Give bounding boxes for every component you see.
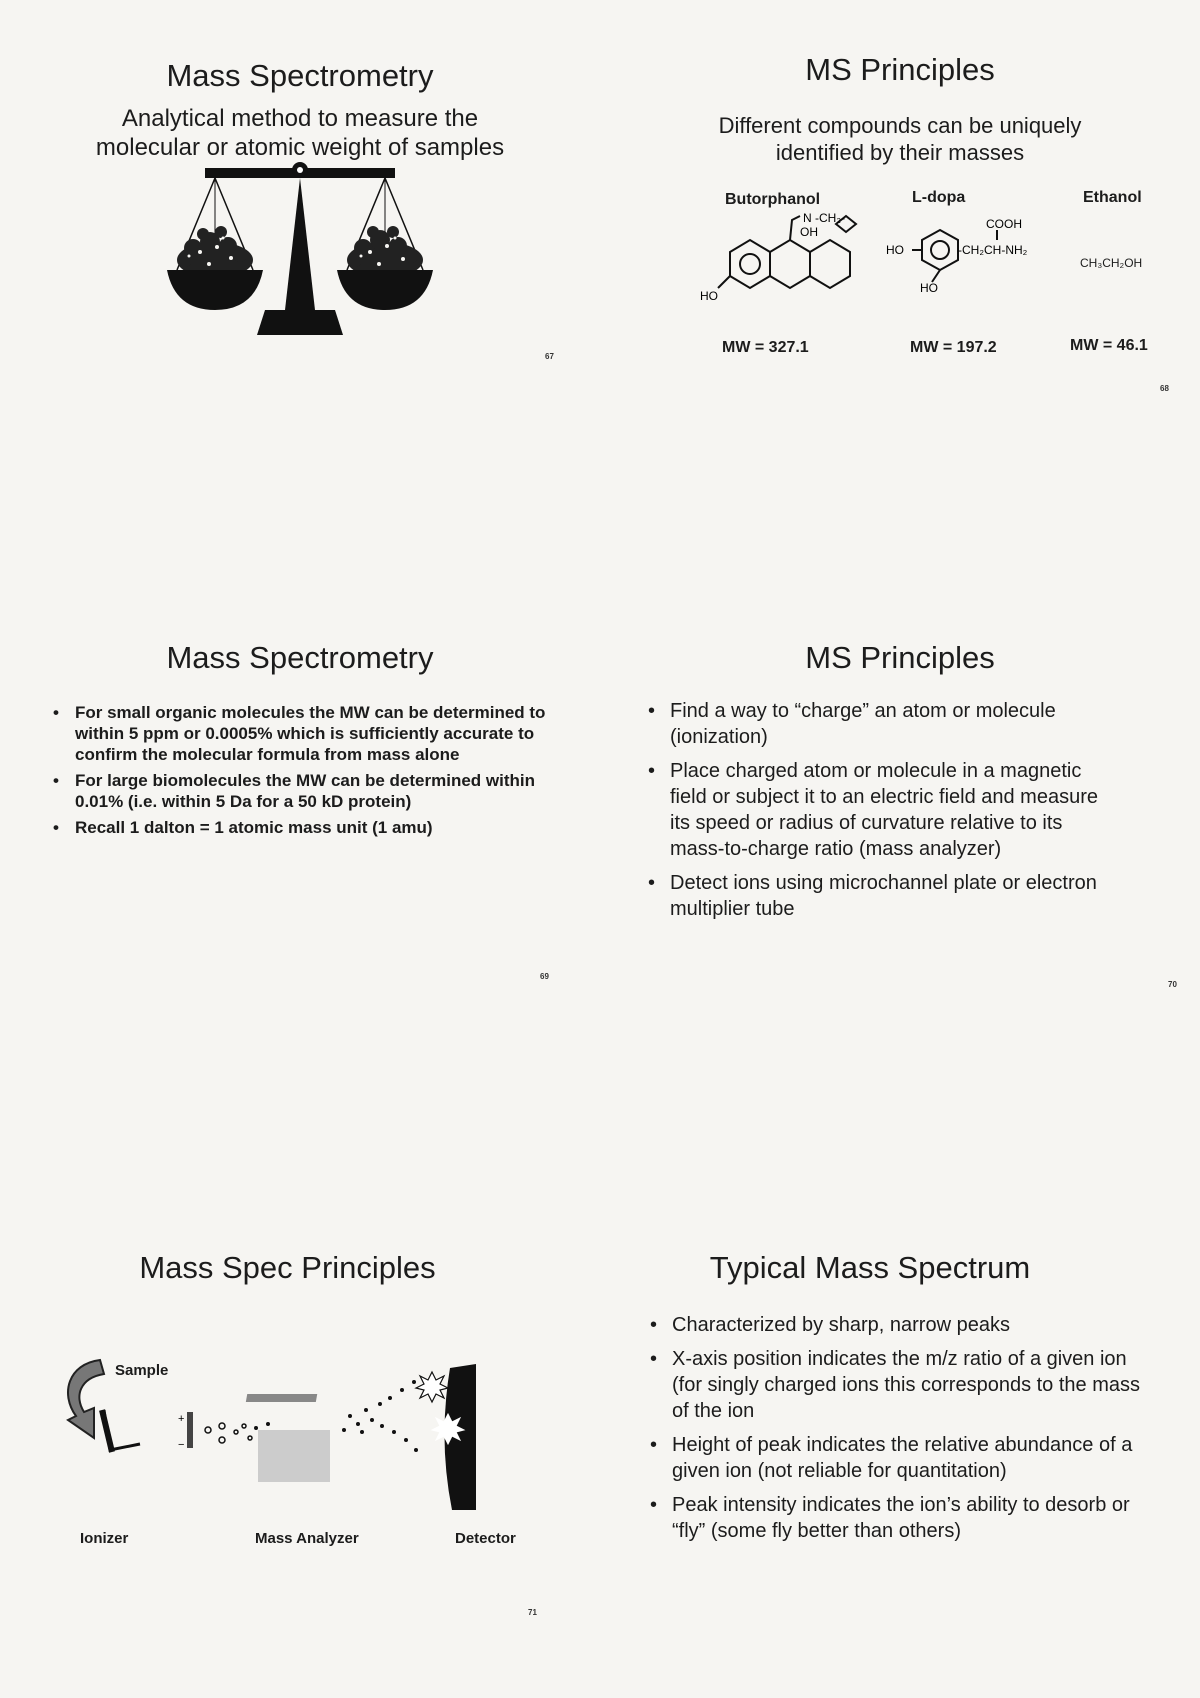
- page-number: 71: [528, 1608, 537, 1617]
- bullet-item: • Characterized by sharp, narrow peaks: [650, 1312, 1150, 1338]
- slide-title: MS Principles: [805, 52, 995, 87]
- ethanol-formula: CH₃CH₂OH: [1080, 256, 1143, 270]
- slide-mass-spec-principles: [0, 1240, 600, 1698]
- ionizer-label: Ionizer: [80, 1530, 129, 1547]
- l-dopa-structure: [880, 218, 1040, 298]
- l-dopa-label: HO: [920, 281, 938, 295]
- subtitle-line: Different compounds can be uniquely: [718, 113, 1082, 138]
- slide-title: MS Principles: [805, 640, 995, 675]
- ionizer-icon: [102, 1410, 140, 1452]
- bullet-item: • For large biomolecules the MW can be determined within 0.01% (i.e. within 5 Da for a 50 kD protein): [53, 770, 563, 812]
- molecular-weight: MW = 46.1: [1070, 337, 1148, 354]
- sample-label: Sample: [115, 1362, 169, 1379]
- bullet-item: • Peak intensity indicates the ion’s ability to desorb or “fly” (some fly better than others): [650, 1492, 1150, 1544]
- acceleration-plates: [178, 1412, 193, 1451]
- detector-icon: [416, 1364, 476, 1510]
- detector-label: Detector: [455, 1530, 516, 1547]
- slide-subtitle: [600, 112, 1200, 166]
- slide-typical-mass-spectrum: [600, 1240, 1200, 1698]
- mass-analyzer-label: Mass Analyzer: [255, 1530, 359, 1547]
- bullet-item: • Recall 1 dalton = 1 atomic mass unit (1 amu): [53, 817, 563, 838]
- compound-name: L-dopa: [912, 189, 966, 206]
- page-number: 67: [545, 352, 554, 361]
- butorphanol-structure: [700, 210, 860, 320]
- ms-schematic: [60, 1350, 540, 1510]
- slide-subtitle: [0, 104, 600, 162]
- bullet-list: [53, 702, 563, 843]
- bullet-item: • Detect ions using microchannel plate or electron multiplier tube: [648, 870, 1098, 922]
- bullet-item: • Height of peak indicates the relative abundance of a given ion (not reliable for quantitation): [650, 1432, 1150, 1484]
- slide-title: Mass Spectrometry: [166, 640, 434, 675]
- bullet-list: [650, 1312, 1150, 1552]
- butorphanol-label: OH: [800, 225, 818, 239]
- slide-mass-spectrometry-intro: [0, 0, 600, 420]
- bullet-item: • For small organic molecules the MW can be determined to within 5 ppm or 0.0005% which is sufficiently accurate to confirm the molecular formula from mass alone: [53, 702, 563, 765]
- molecular-weight: MW = 197.2: [910, 339, 997, 356]
- sample-arrow-icon: [68, 1360, 104, 1438]
- mass-analyzer-icon: [246, 1394, 330, 1482]
- l-dopa-label: COOH: [986, 218, 1022, 231]
- subtitle-line: identified by their masses: [775, 140, 1025, 165]
- compound-name: Ethanol: [1083, 189, 1142, 206]
- balance-scale-icon: [165, 160, 435, 360]
- page-number: 68: [1160, 384, 1169, 393]
- svg-text:−: −: [178, 1439, 185, 1451]
- slide-ms-principles-steps: [600, 590, 1200, 1010]
- slide-title: Mass Spec Principles: [139, 1250, 436, 1285]
- bullet-item: • Find a way to “charge” an atom or molecule (ionization): [648, 698, 1098, 750]
- bullet-list: [648, 698, 1098, 930]
- bullet-item: • X-axis position indicates the m/z ratio of a given ion (for singly charged ions this corresponds to the mass of the ion: [650, 1346, 1150, 1424]
- butorphanol-label: N -CH₂-: [803, 211, 845, 225]
- slide-title: Typical Mass Spectrum: [709, 1250, 1031, 1285]
- subtitle-line: Analytical method to measure the: [121, 105, 479, 132]
- compound-name: Butorphanol: [725, 191, 821, 208]
- slide-mass-spectrometry-accuracy: [0, 590, 600, 1010]
- page-number: 70: [1168, 980, 1177, 989]
- ion-beam: [205, 1423, 252, 1443]
- slide-title: Mass Spectrometry: [166, 58, 434, 93]
- bullet-item: • Place charged atom or molecule in a magnetic field or subject it to an electric field and measure its speed or radius of curvature relative to its mass-to-charge ratio (mass analyzer): [648, 758, 1098, 862]
- slide-ms-principles-compounds: [600, 0, 1200, 420]
- l-dopa-label: -CH₂CH-NH₂: [958, 243, 1028, 257]
- svg-text:+: +: [178, 1413, 185, 1425]
- l-dopa-label: HO: [886, 243, 904, 257]
- page-number: 69: [540, 972, 549, 981]
- butorphanol-label: HO: [700, 289, 718, 303]
- subtitle-line: molecular or atomic weight of samples: [95, 134, 505, 161]
- molecular-weight: MW = 327.1: [722, 339, 809, 356]
